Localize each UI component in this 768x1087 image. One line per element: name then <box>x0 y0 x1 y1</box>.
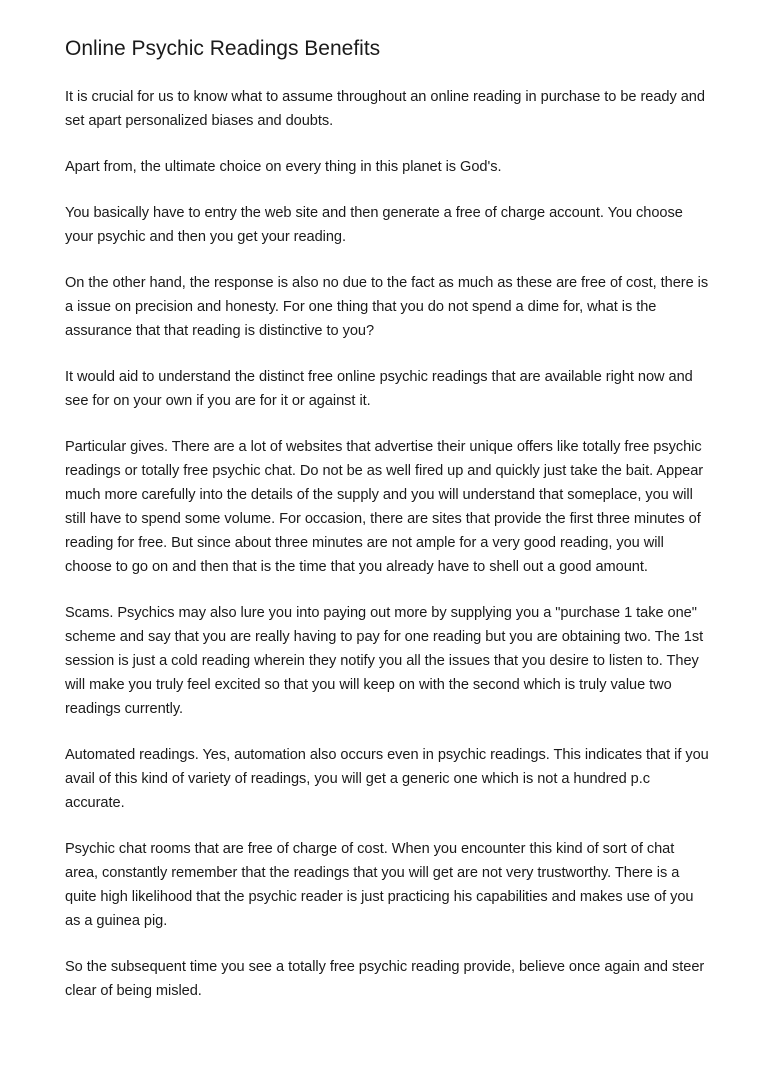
document-page <box>65 34 710 1025</box>
paragraph: Psychic chat rooms that are free of charge of cost. When you encounter this kind of sort of chat area, constantly remember that the readings that you will get are not very trustworthy. There is a quite high likelihood that the psychic reader is just practicing his capabilities and makes use of you as a guinea pig. <box>65 841 694 929</box>
paragraph: It would aid to understand the distinct free online psychic readings that are available right now and see for on your own if you are for it or against it. <box>65 369 693 409</box>
paragraph: You basically have to entry the web site and then generate a free of charge account. You choose your psychic and then you get your reading. <box>65 205 683 245</box>
paragraph: It is crucial for us to know what to assume throughout an online reading in purchase to be ready and set apart personalized biases and doubts. <box>65 89 705 129</box>
paragraph: On the other hand, the response is also no due to the fact as much as these are free of cost, there is a issue on precision and honesty. For one thing that you do not spend a dime for, what is the assurance that that reading is distinctive to you? <box>65 275 709 339</box>
paragraph: Scams. Psychics may also lure you into paying out more by supplying you a "purchase 1 take one" scheme and say that you are really having to pay for one reading but you are obtaining two. The 1st session is just a cold reading wherein they notify you all the issues that you desire to listen to. They will make you truly feel excited so that you will keep on with the second which is truly value two readings currently. <box>65 605 704 717</box>
paragraph: So the subsequent time you see a totally free psychic reading provide, believe once again and steer clear of being misled. <box>65 959 705 999</box>
paragraph: Automated readings. Yes, automation also occurs even in psychic readings. This indicates that if you avail of this kind of variety of readings, you will get a generic one which is not a hundred p.c accurate. <box>65 747 709 811</box>
paragraph: Apart from, the ultimate choice on every thing in this planet is God's. <box>65 159 502 175</box>
paragraph: Particular gives. There are a lot of websites that advertise their unique offers like totally free psychic readings or totally free psychic chat. Do not be as well fired up and quickly just take the bait. Appear much more carefully into the details of the supply and you will understand that someplace, you will still have to spend some volume. For occasion, there are sites that provide the first three minutes of reading for free. But since about three minutes are not ample for a very good reading, you will choose to go on and then that is the time that you already have to shell out a good amount. <box>65 439 704 575</box>
page-title: Online Psychic Readings Benefits <box>65 37 381 60</box>
